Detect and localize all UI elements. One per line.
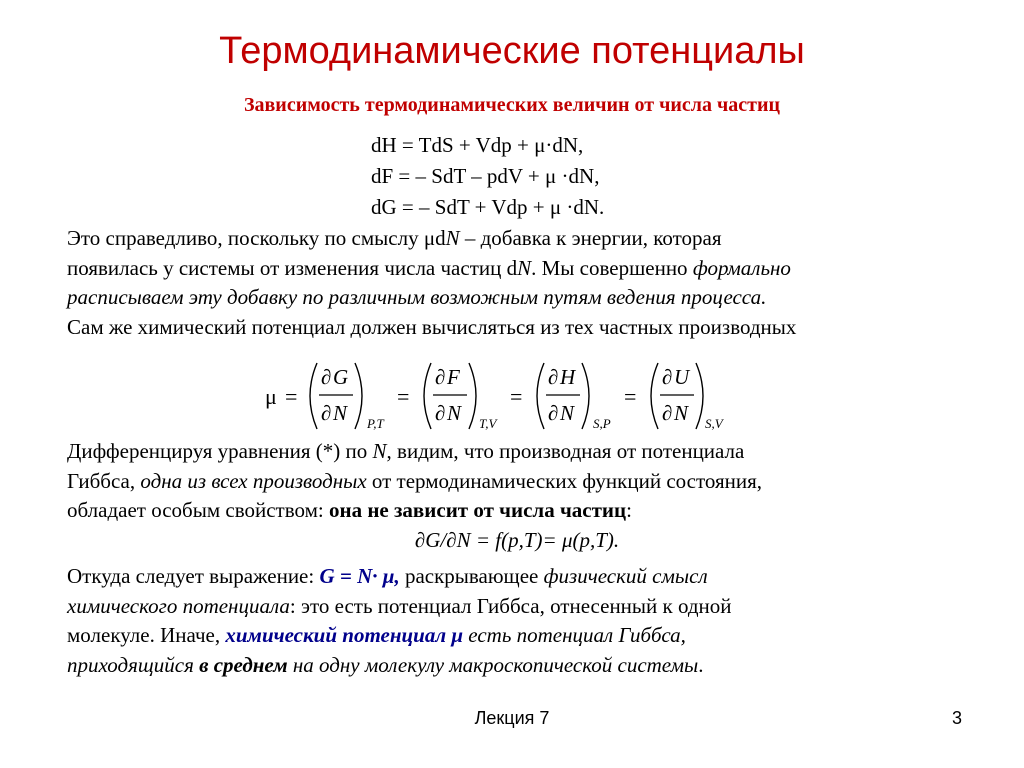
paragraph-line [67,313,967,343]
left-paren [424,363,431,429]
text-run: Это справедливо, поскольку по смыслу μd [67,226,446,250]
mu-symbol: μ [265,384,277,409]
text-run: : [626,498,632,522]
paragraph-line [67,467,967,497]
right-paren [355,363,362,429]
equals-sign: = [624,384,637,409]
text-run: Дифференцируя уравнения (*) по [67,439,373,463]
text-run-italic: на одну молекулу макроскопической системы [287,652,699,677]
paragraph-line [67,496,967,526]
chemical-potential-term: химический потенциал μ [225,623,464,647]
denominator: N [674,401,689,425]
partial-symbol: ∂ [435,365,446,389]
paragraph-line [67,283,967,313]
right-paren [582,363,589,429]
subscript: P,T [367,416,384,431]
paragraph-conclusion [67,562,967,680]
equation-dF: dF = – SdT – pdV + μ ·dN, [371,164,600,188]
text-run: Сам же химический потенциал должен вычисляться из тех частных производных [67,314,797,339]
equation-dG: dG = – SdT + Vdp + μ ·dN. [371,195,605,219]
partial-derivatives-formula [255,358,725,434]
right-paren [696,363,703,429]
partial-symbol: ∂ [662,365,673,389]
slide-title: Термодинамические потенциалы [219,30,805,72]
text-run-italic: N [372,439,387,463]
partial-symbol: ∂ [435,401,446,425]
right-paren [469,363,476,429]
text-run-italic: химического потенциала [67,593,290,618]
text-run: появилась у системы от изменения числа частиц d [67,255,518,280]
equals-sign: = [510,384,523,409]
text-run-bold-italic: в среднем [199,652,288,677]
partial-symbol: ∂ [548,365,559,389]
numerator: F [447,365,460,389]
derivative-term-G [310,363,385,431]
page-number: 3 [951,708,962,728]
subscript: S,P [593,416,611,431]
derivative-term-U [651,363,725,431]
left-paren [537,363,544,429]
text-run-italic: физический смысл [543,564,708,588]
text-run-italic: формально [692,255,791,280]
denominator: N [560,401,575,425]
denominator: N [447,401,462,425]
numerator: G [333,365,349,389]
paragraph-line [67,254,967,284]
text-run: молекуле. Иначе, [67,623,226,647]
text-run: – добавка к энергии, которая [459,226,722,250]
text-run: : это есть потенциал Гиббса, отнесенный к одной [289,593,732,618]
numerator: H [560,365,576,389]
footer-lecture: Лекция 7 [474,708,550,728]
centered-formula [67,526,967,556]
paragraph-line [67,562,967,592]
text-run-italic: N [445,226,460,250]
text-run: Гиббса, [67,468,141,493]
text-run: Откуда следует выражение: [67,564,320,588]
denominator: N [333,401,348,425]
paragraph-line [67,651,967,681]
text-run-italic: одна из всех производных [140,468,367,493]
subscript: T,V [479,416,497,431]
subscript: S,V [705,416,723,431]
paragraph-line [67,437,967,467]
text-run: обладает особым свойством: [67,498,329,522]
text-run: от термодинамических функций состояния, [366,468,763,493]
partial-symbol: ∂ [321,401,332,425]
equals-sign: = [397,384,410,409]
paragraph-line [67,224,967,254]
text-run: раскрывающее [399,564,544,588]
partial-symbol: ∂ [548,401,559,425]
text-run-italic: N [517,255,532,280]
text-run-italic: ∂G/∂N = f(p,T)= μ(p,T). [414,527,620,552]
numerator: U [674,365,690,389]
gibbs-relation: G = N· μ, [319,564,400,588]
paragraph-line [67,592,967,622]
text-run-bold: она не зависит от числа частиц [328,498,627,522]
slide-subtitle: Зависимость термодинамических величин от числа частиц [243,94,781,116]
equation-dH: dH = TdS + Vdp + μ·dN, [371,133,584,157]
text-run: , видим, что производная от потенциала [386,439,745,463]
partial-symbol: ∂ [662,401,673,425]
paragraph-line [67,621,967,651]
paragraph-gibbs [67,437,967,555]
partial-symbol: ∂ [321,365,332,389]
text-run: . [698,652,704,677]
paragraph-explanation [67,224,967,342]
text-run-italic: расписываем эту добавку по различным возможным путям ведения процесса. [67,285,767,309]
derivative-term-F [424,363,499,431]
left-paren [310,363,317,429]
text-run-italic: есть потенциал Гиббса, [463,623,686,647]
derivative-term-H [537,363,611,431]
equals-sign: = [285,384,298,409]
text-run-italic: приходящийся [67,652,200,677]
text-run: . Мы совершенно [531,255,693,280]
left-paren [651,363,658,429]
